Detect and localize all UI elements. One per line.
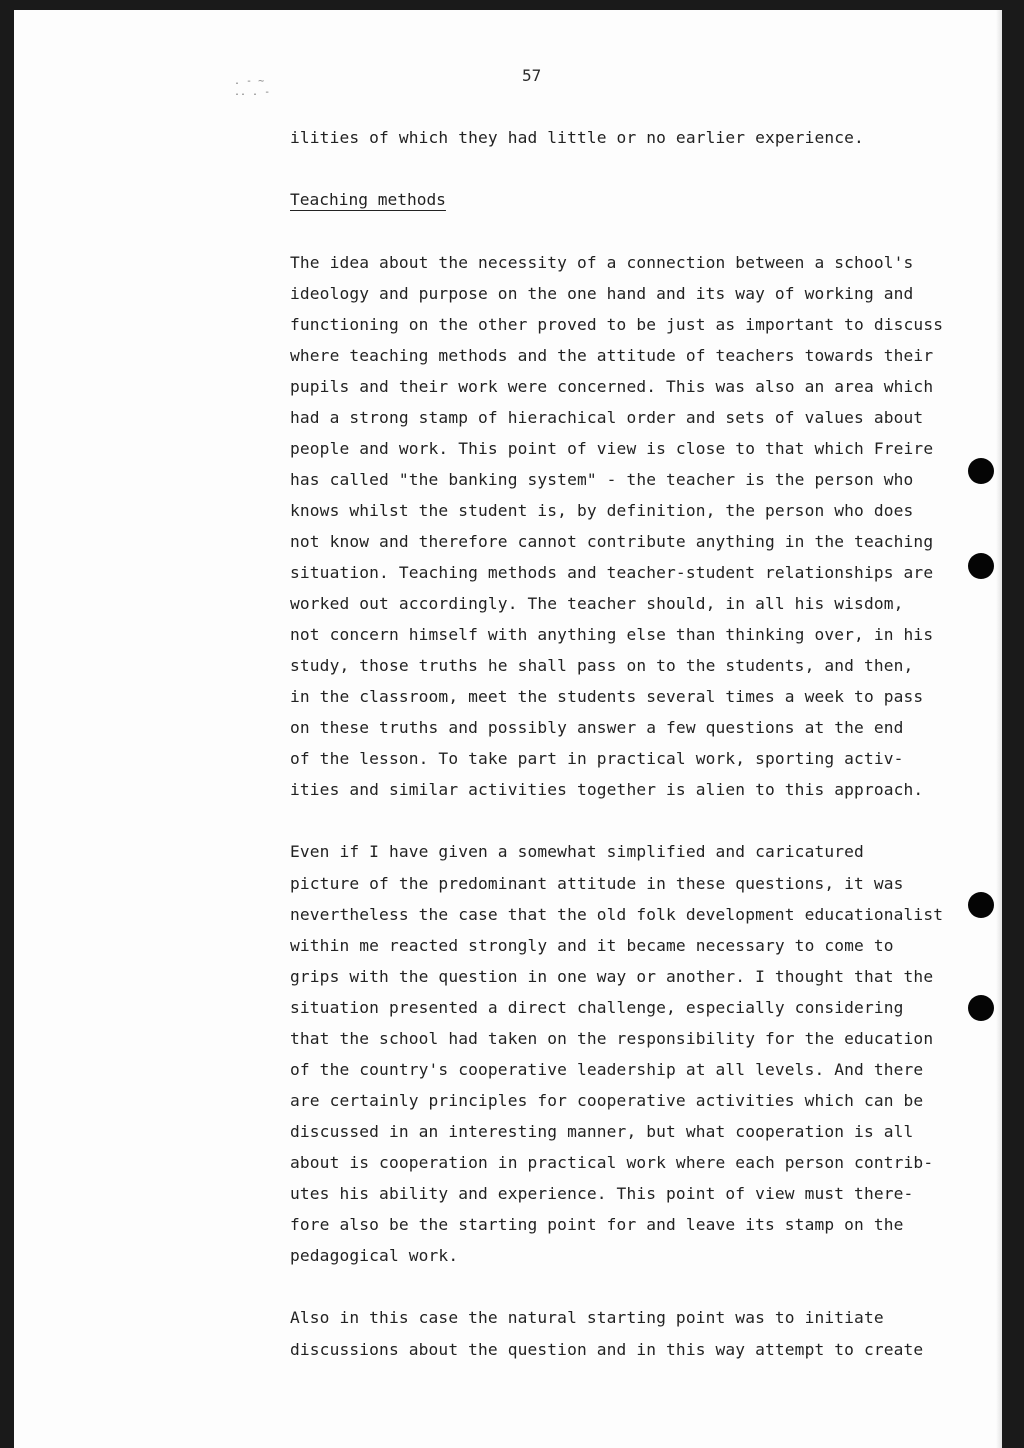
text-line: discussed in an interesting manner, but what cooperation is all	[290, 1122, 914, 1141]
text-line: discussions about the question and in this way attempt to create	[290, 1340, 924, 1359]
punch-hole	[968, 458, 994, 484]
text-line: utes his ability and experience. This point of view must there-	[290, 1184, 914, 1203]
text-line: study, those truths he shall pass on to the students, and then,	[290, 656, 914, 675]
text-line: in the classroom, meet the students several times a week to pass	[290, 687, 924, 706]
text-line: ideology and purpose on the one hand and its way of working and	[290, 284, 914, 303]
text-line: pedagogical work.	[290, 1246, 459, 1265]
text-line: grips with the question in one way or another. I thought that the	[290, 967, 934, 986]
page-edge	[996, 10, 1002, 1448]
section-heading: Teaching methods	[290, 190, 446, 209]
text-line: pupils and their work were concerned. This was also an area which	[290, 377, 934, 396]
text-line: people and work. This point of view is close to that which Freire	[290, 439, 934, 458]
text-line: The idea about the necessity of a connection between a school's	[290, 253, 914, 272]
punch-hole	[968, 892, 994, 918]
text-line: worked out accordingly. The teacher should, in all his wisdom,	[290, 594, 904, 613]
text-line: on these truths and possibly answer a few questions at the end	[290, 718, 904, 737]
text-line: Even if I have given a somewhat simplified and caricatured	[290, 842, 864, 861]
document-page	[14, 10, 1002, 1448]
punch-hole	[968, 553, 994, 579]
text-line: nevertheless the case that the old folk development educationalist	[290, 905, 944, 924]
text-line: situation presented a direct challenge, especially considering	[290, 998, 904, 1017]
text-line: within me reacted strongly and it became necessary to come to	[290, 936, 894, 955]
text-line: situation. Teaching methods and teacher-student relationships are	[290, 563, 934, 582]
text-line: about is cooperation in practical work where each person contrib-	[290, 1153, 934, 1172]
text-line: functioning on the other proved to be just as important to discuss	[290, 315, 944, 334]
scan-specks: . - ~ .. . -	[234, 76, 271, 98]
text-line: not concern himself with anything else than thinking over, in his	[290, 625, 934, 644]
page-number: 57	[522, 66, 542, 85]
text-line: where teaching methods and the attitude of teachers towards their	[290, 346, 934, 365]
text-line: fore also be the starting point for and leave its stamp on the	[290, 1215, 904, 1234]
text-line: picture of the predominant attitude in these questions, it was	[290, 874, 904, 893]
text-line: Also in this case the natural starting point was to initiate	[290, 1308, 884, 1327]
text-line: of the country's cooperative leadership at all levels. And there	[290, 1060, 924, 1079]
text-line: had a strong stamp of hierachical order and sets of values about	[290, 408, 924, 427]
text-line: has called "the banking system" - the teacher is the person who	[290, 470, 914, 489]
text-line: knows whilst the student is, by definition, the person who does	[290, 501, 914, 520]
text-line: ilities of which they had little or no earlier experience.	[290, 128, 864, 147]
text-line: ities and similar activities together is alien to this approach.	[290, 780, 924, 799]
text-line: of the lesson. To take part in practical work, sporting activ-	[290, 749, 904, 768]
text-line: that the school had taken on the responsibility for the education	[290, 1029, 934, 1048]
text-line: not know and therefore cannot contribute anything in the teaching	[290, 532, 934, 551]
punch-hole	[968, 995, 994, 1021]
text-line: are certainly principles for cooperative activities which can be	[290, 1091, 924, 1110]
